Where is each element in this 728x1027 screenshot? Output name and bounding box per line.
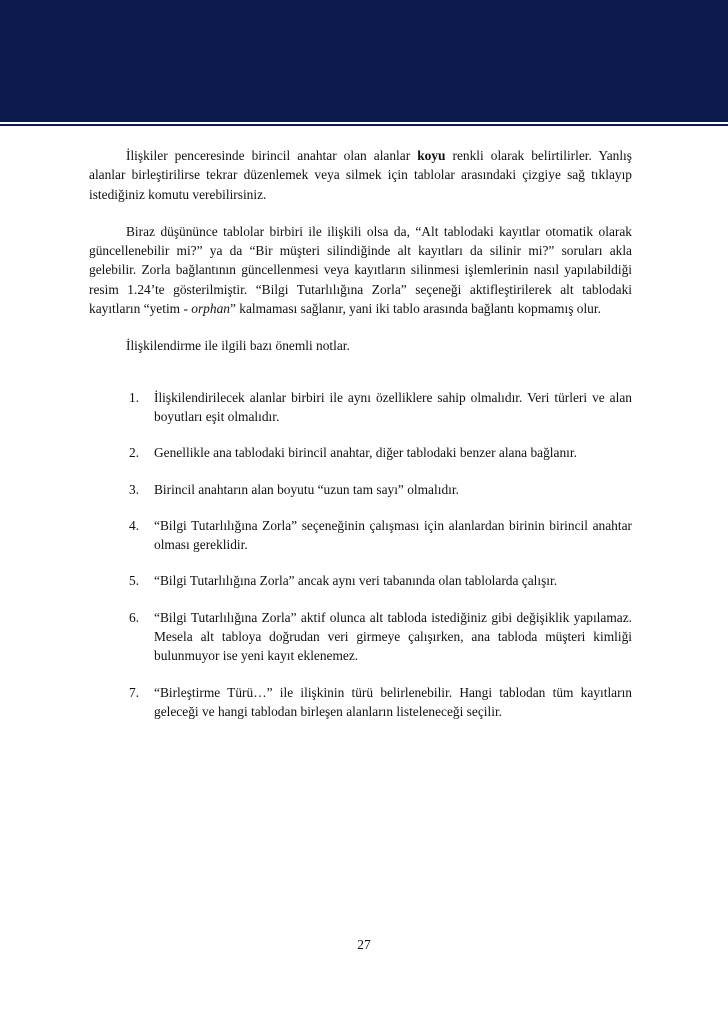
list-item — [89, 683, 632, 722]
list-text: “Birleştirme Türü…” ile ilişkinin türü belirlenebilir. Hangi tablodan tüm kayıtların geleceği ve hangi tablodan birleşen alanların listeleneceği seçilir. — [154, 684, 632, 719]
list-item — [89, 388, 632, 427]
list-item — [89, 516, 632, 555]
header-rule — [0, 119, 728, 122]
list-item — [89, 480, 632, 499]
list-number: 7. — [129, 684, 140, 700]
page-body — [89, 146, 632, 738]
bold-term: koyu — [417, 148, 446, 163]
page-number: 27 — [357, 937, 371, 952]
list-item — [89, 443, 632, 462]
list-text: İlişkilendirilecek alanlar birbiri ile aynı özelliklere sahip olmalıdır. Veri türleri ve alan boyutları eşit olmalıdır. — [154, 389, 632, 424]
paragraph-text: İlişkiler penceresinde birincil anahtar olan alanlar — [126, 148, 418, 163]
notes-list — [89, 388, 632, 722]
list-text: “Bilgi Tutarlılığına Zorla” seçeneğinin çalışması için alanlardan birinin birincil anahtar olması gereklidir. — [154, 517, 632, 553]
paragraph-referential-integrity — [89, 222, 632, 318]
header-rule-thin — [0, 124, 728, 126]
list-number: 2. — [129, 445, 140, 461]
list-text: “Bilgi Tutarlılığına Zorla” ancak aynı veri tabanında olan tablolarda çalışır. — [154, 573, 558, 589]
list-number: 1. — [129, 389, 140, 405]
italic-term: orphan — [191, 301, 230, 317]
list-text: Birincil anahtarın alan boyutu “uzun tam sayı” olmalıdır. — [154, 481, 459, 497]
list-number: 3. — [129, 481, 140, 497]
list-text: Genellikle ana tablodaki birincil anahtar, diğer tablodaki benzer alana bağlanır. — [154, 445, 577, 461]
list-number: 6. — [129, 609, 140, 625]
list-item — [89, 571, 632, 590]
header-band — [0, 0, 728, 119]
paragraph-relationships-window — [89, 146, 632, 204]
list-item — [89, 608, 632, 666]
paragraph-text: renkli olarak belirtilirler. Yanlış alanlar birleştirilirse tekrar düzenlemek veya silmek için tablolar arasındaki çizgiye sağ tıklayıp istediğiniz komutu verebilirsiniz. — [89, 148, 632, 202]
paragraph-notes-intro: İlişkilendirme ile ilgili bazı önemli notlar. — [126, 338, 350, 354]
list-text: “Bilgi Tutarlılığına Zorla” aktif olunca alt tabloda istediğiniz gibi değişiklik yapılamaz. Mesela alt tabloya doğrudan veri girmeye çalışırken, ana tabloda müşteri kimliği bulunmuyor ise yeni kayıt eklenemez. — [154, 609, 632, 664]
list-number: 5. — [129, 573, 140, 589]
paragraph-text: Biraz düşününce tablolar birbiri ile ilişkili olsa da, “Alt tablodaki kayıtlar otomatik olarak güncellenebilir mi?” ya da “Bir müşteri silindiğinde alt kayıtları da silinir mi?” soruları akla gelebilir. Zorla bağlantının güncellenmesi veya kayıtların silinmesi işlemlerinin nasıl yapılabildiği resim 1.24’te gösterilmiştir. “Bilgi Tutarlılığına Zorla” seçeneği aktifleştirilerek alt tablodaki kayıtların “yetim - — [89, 223, 632, 317]
list-number: 4. — [129, 517, 140, 533]
paragraph-text: ” kalmaması sağlanır, yani iki tablo arasında bağlantı kopmamış olur. — [229, 301, 601, 317]
